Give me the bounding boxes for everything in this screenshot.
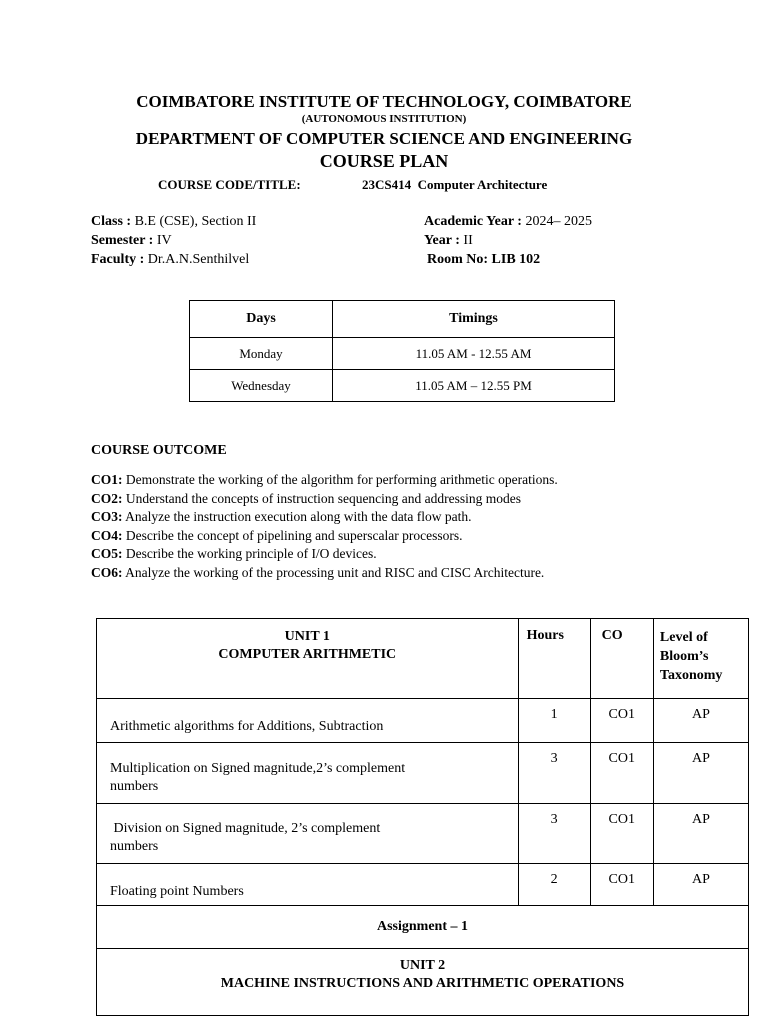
co-text: Analyze the instruction execution along with the data flow path. <box>125 509 472 525</box>
course-outcome-title: COURSE OUTCOME <box>91 443 227 458</box>
co-code: CO4: <box>91 527 123 543</box>
hours-cell: 2 <box>518 864 590 906</box>
list-item <box>91 545 558 564</box>
level-cell: AP <box>653 804 748 864</box>
topic-text: Division on Signed magnitude, 2’s complement numbers <box>110 821 384 854</box>
autonomous-label: (AUTONOMOUS INSTITUTION) <box>301 113 467 125</box>
schedule-timing: 11.05 AM – 12.55 PM <box>333 370 615 402</box>
co-cell: CO1 <box>590 864 653 906</box>
co-cell: CO1 <box>590 804 653 864</box>
assignment-row <box>97 906 749 949</box>
list-item <box>91 471 558 490</box>
co-cell: CO1 <box>590 699 653 743</box>
course-title: Computer Architecture <box>417 177 548 192</box>
table-row <box>190 338 615 370</box>
topic-cell <box>97 743 519 804</box>
unit1-header <box>97 619 519 699</box>
co-code: CO5: <box>91 546 123 562</box>
co-text: Demonstrate the working of the algorithm for performing arithmetic operations. <box>125 472 558 487</box>
co-cell: CO1 <box>590 743 653 804</box>
list-item <box>91 564 558 583</box>
bloom-header-line: Taxonomy <box>659 668 723 683</box>
hours-cell: 1 <box>518 699 590 743</box>
course-outcome-list <box>91 471 558 583</box>
list-item <box>91 490 558 509</box>
co-text: Analyze the working of the processing unit and RISC and CISC Architecture. <box>125 564 545 580</box>
schedule-timing: 11.05 AM - 12.55 AM <box>333 338 615 370</box>
unit2-number: UNIT 2 <box>399 958 446 973</box>
page-title: COURSE PLAN <box>319 151 449 171</box>
department-name: DEPARTMENT OF COMPUTER SCIENCE AND ENGINEERING <box>135 129 633 148</box>
co-text: Understand the concepts of instruction sequencing and addressing modes <box>125 490 522 506</box>
table-row <box>190 370 615 402</box>
co-text: Describe the working principle of I/O devices. <box>125 546 377 562</box>
class-info <box>91 212 256 269</box>
faculty-line <box>91 250 256 269</box>
table-row <box>97 864 749 906</box>
academic-year-line <box>424 212 592 231</box>
faculty-label: Faculty : <box>91 252 145 267</box>
schedule-day: Wednesday <box>190 370 333 402</box>
assignment-label: Assignment – 1 <box>97 906 749 949</box>
schedule-header-row <box>190 301 615 338</box>
room-line <box>427 250 592 269</box>
hours-header: Hours <box>518 619 590 699</box>
level-cell: AP <box>653 699 748 743</box>
institute-name: COIMBATORE INSTITUTE OF TECHNOLOGY, COIMBATORE <box>136 92 632 111</box>
topic-text: Floating point Numbers <box>110 884 244 899</box>
table-row <box>97 743 749 804</box>
faculty-value: Dr.A.N.Senthilvel <box>147 252 250 267</box>
list-item <box>91 508 558 527</box>
topic-cell <box>97 804 519 864</box>
hours-cell: 3 <box>518 804 590 864</box>
list-item <box>91 527 558 546</box>
class-label: Class : <box>91 214 132 229</box>
topic-cell <box>97 699 519 743</box>
room-value: LIB 102 <box>491 252 541 267</box>
days-header: Days <box>190 301 333 338</box>
class-value: B.E (CSE), Section II <box>134 214 257 229</box>
academic-year-value: 2024– 2025 <box>525 214 592 229</box>
level-cell: AP <box>653 864 748 906</box>
unit2-header <box>97 949 749 1016</box>
room-label: Room No: <box>427 252 489 267</box>
year-label: Year : <box>424 233 460 248</box>
semester-label: Semester : <box>91 233 154 248</box>
co-code: CO1: <box>91 472 123 487</box>
bloom-header-line: Bloom’s <box>659 649 709 664</box>
course-plan-table <box>96 618 749 1016</box>
timings-header: Timings <box>333 301 615 338</box>
hours-cell: 3 <box>518 743 590 804</box>
co-text: Describe the concept of pipelining and superscalar processors. <box>125 527 463 543</box>
year-value: II <box>463 233 473 248</box>
unit2-title: MACHINE INSTRUCTIONS AND ARITHMETIC OPERATIONS <box>220 976 625 991</box>
topic-text: Arithmetic algorithms for Additions, Subtraction <box>110 719 384 734</box>
year-info <box>424 212 592 269</box>
year-line <box>424 231 592 250</box>
bloom-level-header <box>653 619 748 699</box>
table-row <box>97 699 749 743</box>
co-code: CO6: <box>91 564 123 580</box>
academic-year-label: Academic Year : <box>424 214 522 229</box>
class-line <box>91 212 256 231</box>
co-code: CO2: <box>91 490 123 506</box>
course-code-label: COURSE CODE/TITLE: <box>158 177 301 192</box>
topic-cell <box>97 864 519 906</box>
course-code: 23CS414 <box>362 177 412 192</box>
course-code-title <box>362 177 547 193</box>
unit1-number: UNIT 1 <box>284 629 330 644</box>
unit2-row <box>97 949 749 1016</box>
topic-text: Multiplication on Signed magnitude,2’s complement numbers <box>110 761 406 794</box>
level-cell: AP <box>653 743 748 804</box>
semester-line <box>91 231 256 250</box>
co-header: CO <box>590 619 653 699</box>
schedule-day: Monday <box>190 338 333 370</box>
semester-value: IV <box>156 233 172 248</box>
co-code: CO3: <box>91 509 123 525</box>
table-row <box>97 804 749 864</box>
unit1-title: COMPUTER ARITHMETIC <box>218 647 397 662</box>
bloom-header-line: Level of <box>659 630 708 645</box>
schedule-table <box>189 300 615 402</box>
plan-header-row <box>97 619 749 699</box>
